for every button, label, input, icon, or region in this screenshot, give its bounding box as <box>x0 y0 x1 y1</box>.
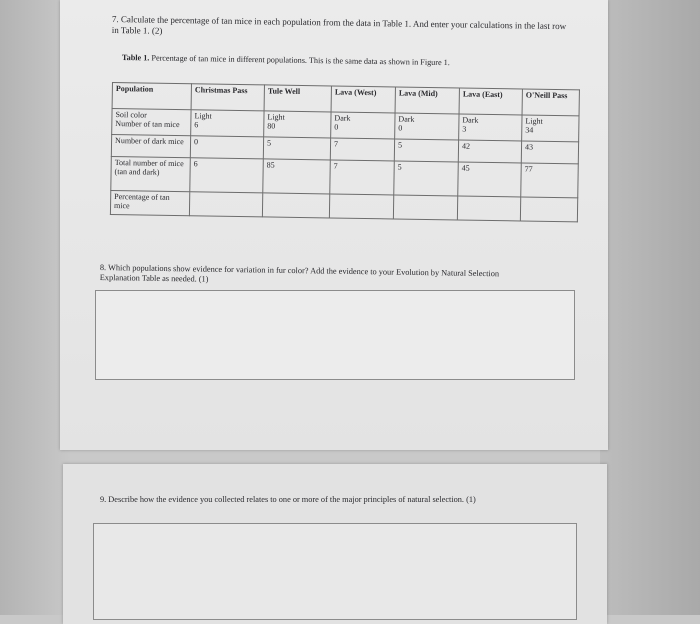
table-cell: 7 <box>330 160 395 195</box>
table-cell: 6 <box>190 158 264 193</box>
table-cell: 43 <box>521 141 578 164</box>
row-label: Number of tan mice <box>115 119 180 130</box>
question-9-text: 9. Describe how the evidence you collected relates to one or more of the major principles of natural selection. (1) <box>100 495 476 504</box>
question-8-answer-box[interactable] <box>95 290 575 380</box>
cell-tule-well: Light 80 <box>264 111 331 138</box>
row-label: Soil color <box>115 110 147 120</box>
header-lava-east: Lava (East) <box>459 88 522 115</box>
table-cell: 5 <box>394 161 459 196</box>
header-lava-west: Lava (West) <box>331 86 395 113</box>
row-label: Number of dark mice <box>111 135 190 158</box>
cell-oneill-pass: Light 34 <box>522 115 579 142</box>
header-christmas-pass: Christmas Pass <box>191 84 264 111</box>
question-7-text: 7. Calculate the percentage of tan mice in each population from the data in Table 1. And enter your calculations in the last row in Table 1. (2) <box>111 14 567 36</box>
percentage-input-cell[interactable] <box>262 193 329 218</box>
percentage-input-cell[interactable] <box>520 197 577 222</box>
table-cell: 5 <box>263 137 330 160</box>
mice-data-table <box>110 82 580 222</box>
header-tule-well: Tule Well <box>264 85 331 112</box>
percentage-input-cell[interactable] <box>393 195 457 220</box>
desk-right <box>600 0 700 615</box>
percentage-input-cell[interactable] <box>457 196 520 221</box>
cell-lava-west: Dark 0 <box>331 112 395 139</box>
header-lava-mid: Lava (Mid) <box>395 87 459 114</box>
row-label: Percentage of tan mice <box>110 190 189 215</box>
row-label-soil-color <box>112 109 191 136</box>
cell-christmas-pass: Light 6 <box>191 110 264 137</box>
question-9-answer-box[interactable] <box>93 523 577 620</box>
table-cell: 45 <box>458 162 522 197</box>
header-population: Population <box>112 83 191 110</box>
table-cell: 7 <box>330 138 394 161</box>
table-cell: 5 <box>394 139 458 162</box>
header-oneill-pass: O'Neill Pass <box>522 89 579 116</box>
table-cell: 85 <box>263 159 331 194</box>
table-cell: 42 <box>458 140 521 163</box>
table-caption-label: Table 1. <box>121 53 150 63</box>
percentage-input-cell[interactable] <box>329 194 393 219</box>
cell-lava-mid: Dark 0 <box>395 113 459 140</box>
question-8-text: 8. Which populations show evidence for variation in fur color? Add the evidence to your Evolution by Natural Selection Explanation Table as needed. (1) <box>99 263 500 284</box>
percentage-input-cell[interactable] <box>189 192 262 217</box>
table-container <box>110 82 580 222</box>
row-label: Total number of mice (tan and dark) <box>111 156 191 191</box>
table-caption-text: Percentage of tan mice in different populations. This is the same data as shown in Figure 1. <box>151 53 450 68</box>
cell-lava-east: Dark 3 <box>459 114 522 141</box>
table-cell: 0 <box>190 136 263 159</box>
table-cell: 77 <box>521 163 579 198</box>
